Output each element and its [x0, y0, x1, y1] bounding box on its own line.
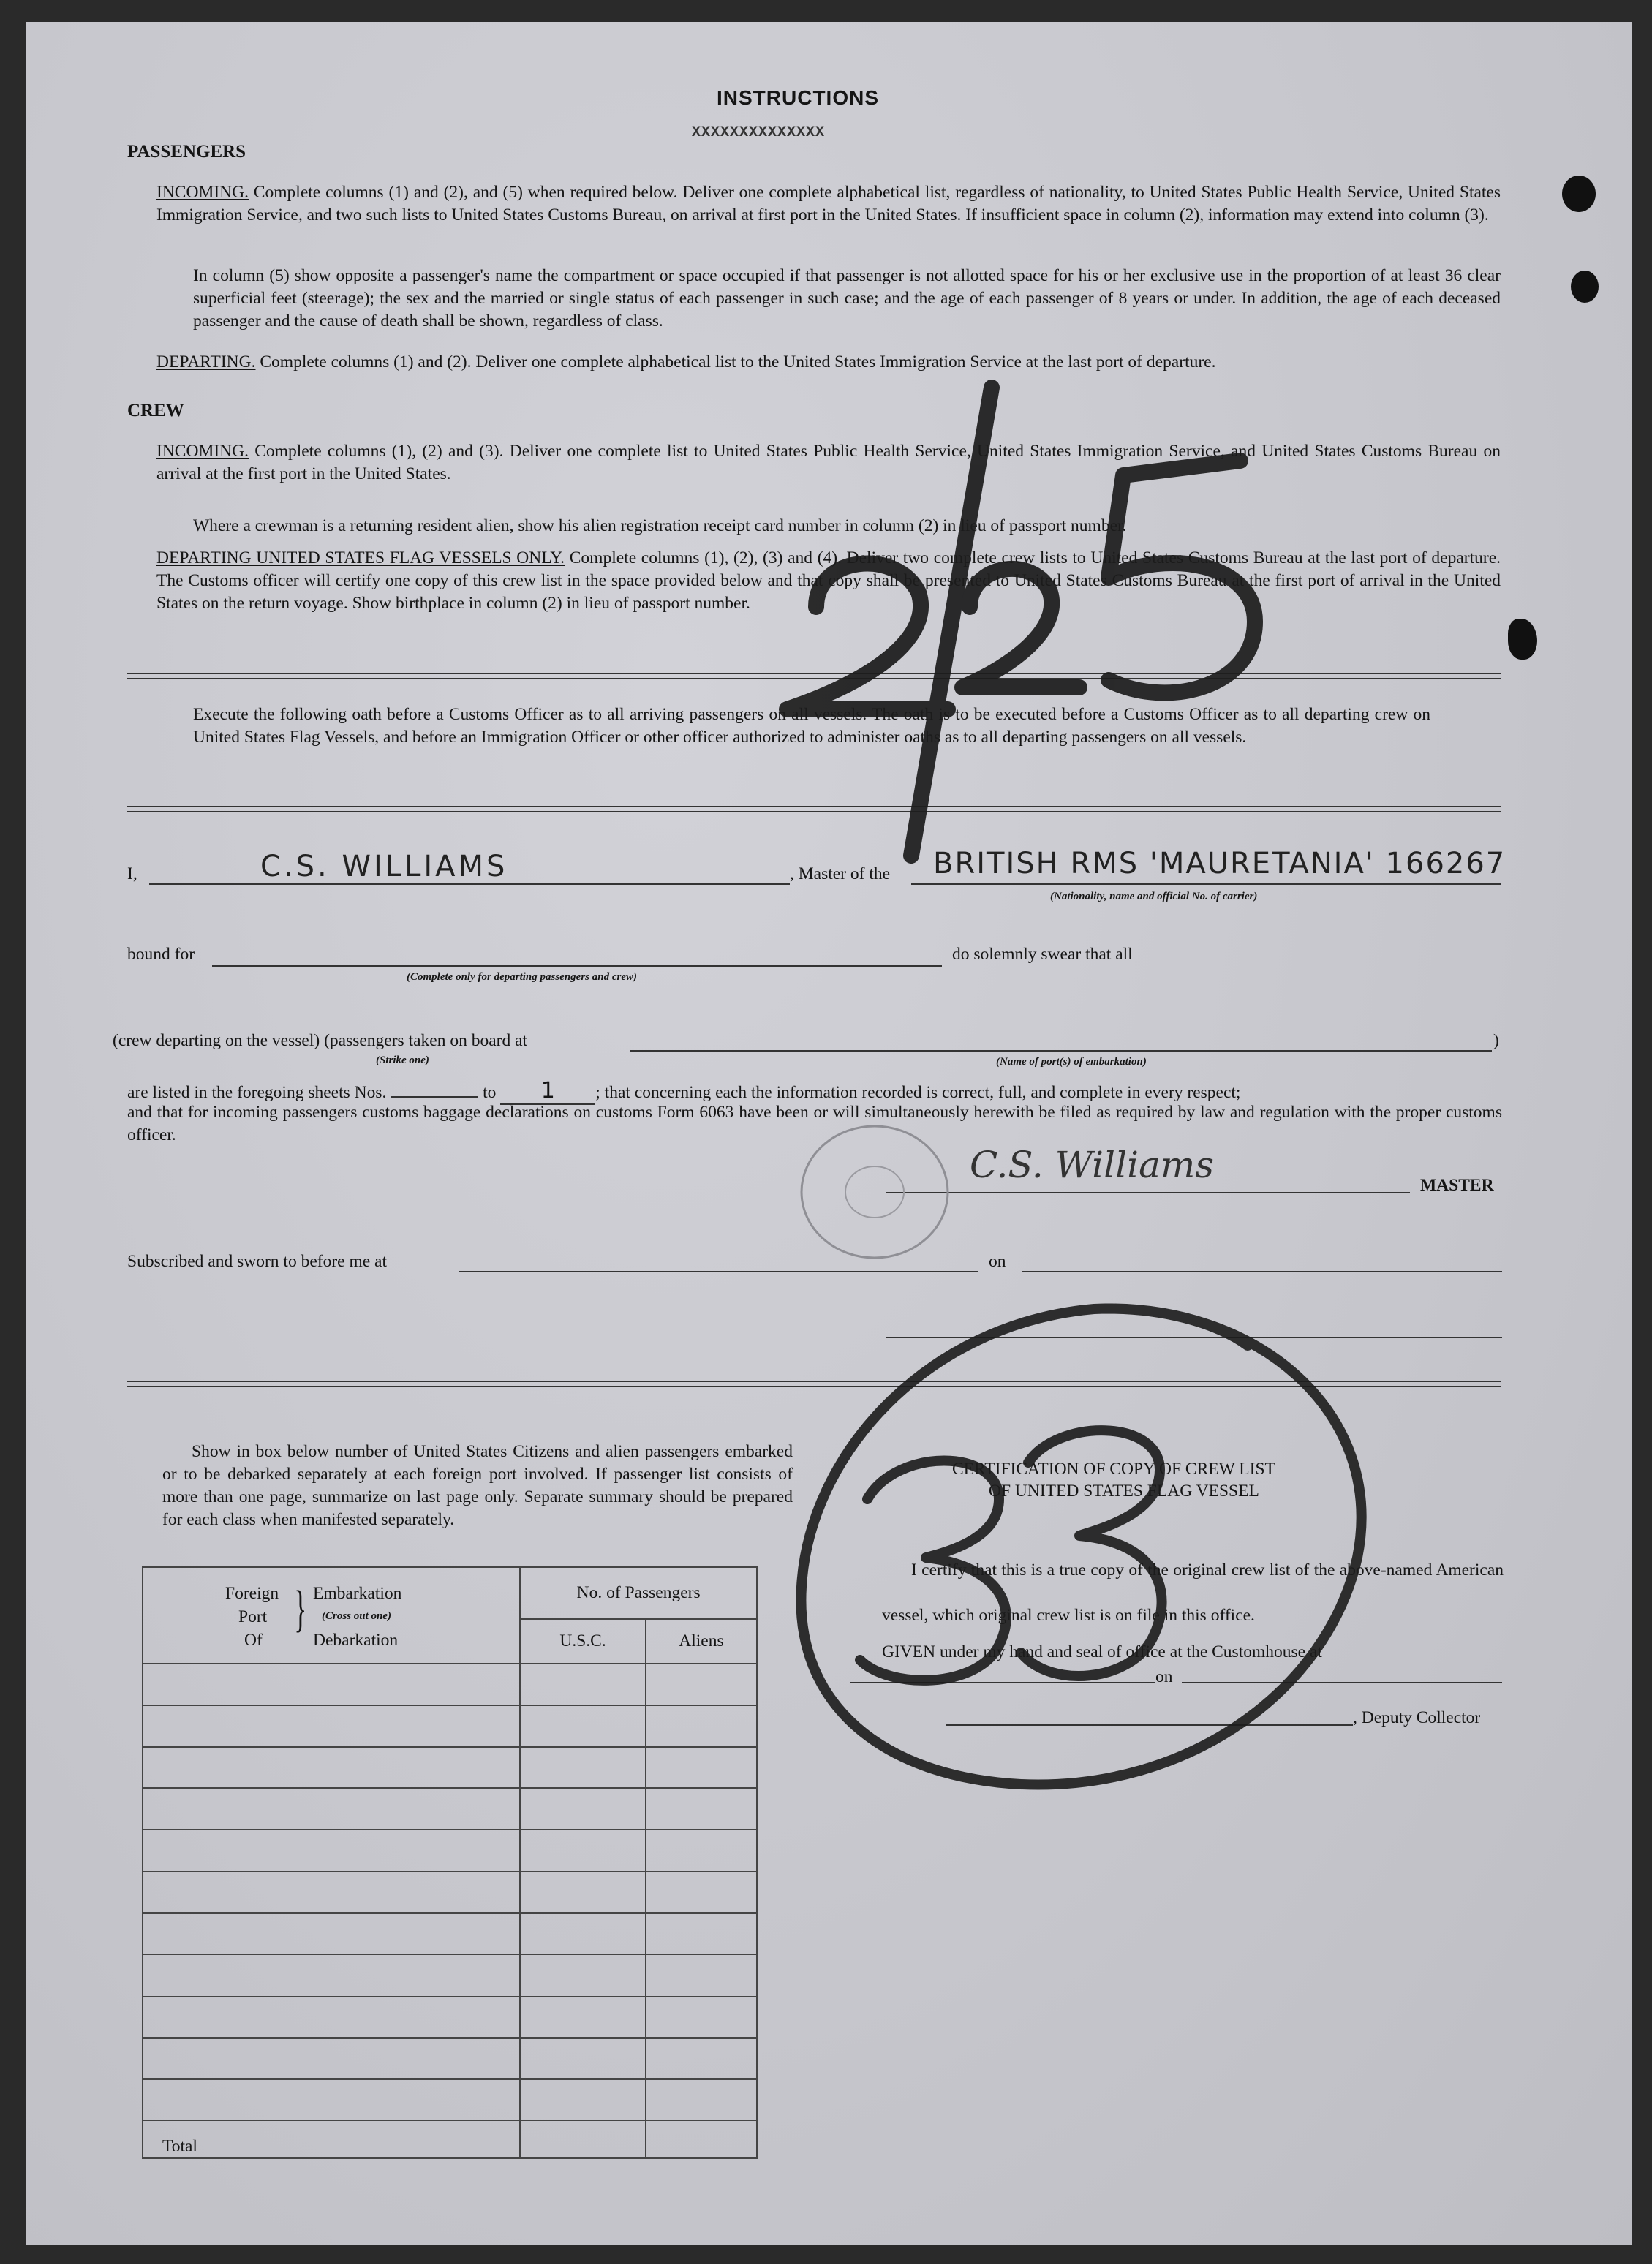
- col-no-passengers: No. of Passengers: [576, 1583, 701, 1603]
- subscribed-date-line: [1022, 1271, 1502, 1272]
- deputy-collector-label: , Deputy Collector: [1353, 1708, 1481, 1727]
- table-row: [143, 1913, 757, 1955]
- master-signature-line: [886, 1192, 1410, 1193]
- table-row: [143, 1955, 757, 1996]
- solemnly-swear-text: do solemnly swear that all: [952, 945, 1133, 964]
- grease-pencil-annotation: [728, 344, 1328, 870]
- strike-one-caption: (Strike one): [376, 1054, 429, 1066]
- col-foreign: Foreign: [225, 1584, 279, 1603]
- vessel-caption: (Nationality, name and official No. of carrier): [1050, 891, 1258, 902]
- table-row: [143, 1788, 757, 1830]
- crew-crewman-paragraph: Where a crewman is a returning resident alien, show his alien registration receipt card number in column (2) in lieu of passport number.: [193, 516, 1127, 535]
- passengers-incoming-text: Complete columns (1) and (2), and (5) when required below. Deliver one complete alphabetical list, regardless of nationality, to United States Public Health Service, United States Immigration Service, and two such lists to United States Customs Bureau, on arrival at first port in the United States. If insufficient space in column (2), information may extend into column (3).: [156, 183, 1501, 224]
- table-row: [143, 2079, 757, 2121]
- master-name-line: [149, 883, 790, 885]
- certification-on-label: on: [1155, 1667, 1173, 1686]
- bound-for-line: [212, 965, 942, 967]
- col-debarkation: Debarkation: [313, 1631, 399, 1650]
- certification-text: I certify that this is a true copy of the original crew list of the above-named American vessel, which original crew list is on file in this office.: [882, 1561, 1504, 1625]
- col-usc: U.S.C.: [559, 1631, 606, 1650]
- crew-incoming-label: INCOMING.: [156, 442, 249, 461]
- passengers-incoming-paragraph: [156, 181, 1501, 227]
- port-header-cell: [143, 1567, 520, 1664]
- ink-blot: [1508, 619, 1537, 660]
- crew-departing-text: Complete columns (1), (2), (3) and (4). Deliver two complete crew lists to United States Customs Bureau at the last port of departure. The Customs officer will certify one copy of this crew list in the space provided below and that copy shall be presented to United States Customs Bureau at the first port of arrival in the United States on the return voyage. Show birthplace in column (2) in lieu of passport number.: [156, 548, 1501, 613]
- table-row: [143, 1747, 757, 1789]
- col-brace: }: [294, 1581, 307, 1637]
- no-passengers-header-cell: [520, 1567, 757, 1619]
- table-row: [143, 1830, 757, 1871]
- document-page: [26, 22, 1632, 2245]
- aliens-header-cell: [646, 1619, 757, 1664]
- certification-title-2: OF UNITED STATES FLAG VESSEL: [989, 1482, 1259, 1501]
- crew-departing-label: DEPARTING UNITED STATES FLAG VESSELS ONLY.: [156, 548, 565, 567]
- col-of: Of: [244, 1631, 263, 1650]
- certification-title-1: CERTIFICATION OF COPY OF CREW LIST: [952, 1460, 1275, 1479]
- col-embarkation: Embarkation: [313, 1584, 402, 1603]
- passengers-column5-paragraph: In column (5) show opposite a passenger's name the compartment or space occupied if that passenger is not allotted space for his or her exclusive use in the proportion of at least 36 clear superficial feet (steerage); the sex and the married or single status of each passenger in such case; and the age of each passenger of 8 years or under. In addition, the age of each deceased passenger and the cause of death shall be shown, regardless of class.: [193, 266, 1501, 331]
- passengers-departing-text: Complete columns (1) and (2). Deliver one complete alphabetical list to the United States Immigration Service at the last port of departure.: [260, 352, 1216, 371]
- oath-i-label: I,: [127, 864, 137, 883]
- passengers-departing-label: DEPARTING.: [156, 352, 256, 371]
- subscribed-label: Subscribed and sworn to before me at: [127, 1252, 388, 1271]
- summary-instructions: Show in box below number of United States Citizens and alien passengers embarked or to be debarked separately at each foreign port involved. If passenger list consists of more than one page, summarize on last page only. Separate summary should be prepared for each class when manifested separately.: [162, 1442, 793, 1529]
- usc-header-cell: [520, 1619, 646, 1664]
- passenger-summary-table: [142, 1566, 758, 2159]
- vessel-line: [911, 883, 1501, 885]
- passengers-heading: PASSENGERS: [127, 142, 246, 162]
- crew-departing-text: (crew departing on the vessel) (passengers taken on board at: [113, 1031, 528, 1050]
- oath-intro-paragraph: Execute the following oath before a Customs Officer as to all arriving passengers on all vessels. The oath is to be executed before a Customs Officer as to all departing crew on United States Flag Vessels, and before an Immigration Officer or other officer authorized to administer oaths as to all departing passengers on all vessels.: [193, 705, 1430, 747]
- table-row: [143, 1705, 757, 1747]
- table-row: [143, 2038, 757, 2080]
- total-label: Total: [162, 2137, 197, 2156]
- table-row: [143, 1871, 757, 1913]
- vessel-handwritten: BRITISH RMS 'MAURETANIA' 166267: [933, 847, 1506, 880]
- embarkation-ports-caption: (Name of port(s) of embarkation): [996, 1056, 1147, 1068]
- ink-blot: [1562, 176, 1596, 212]
- circled-33-annotation: [780, 1280, 1438, 1806]
- customs-stamp-imprint: [787, 1112, 962, 1272]
- sheets-rest: ; that concerning each the information recorded is correct, full, and complete in every respect;: [595, 1083, 1241, 1102]
- passengers-incoming-label: INCOMING.: [156, 183, 249, 202]
- master-of-the-label: , Master of the: [790, 864, 891, 883]
- master-label: MASTER: [1420, 1176, 1494, 1195]
- crew-heading: CREW: [127, 401, 184, 420]
- embarkation-close-paren: ): [1493, 1031, 1499, 1050]
- col-aliens: Aliens: [679, 1631, 724, 1650]
- embarkation-ports-line: [630, 1050, 1492, 1052]
- document-title: INSTRUCTIONS: [717, 86, 879, 109]
- total-row: [143, 2121, 757, 2158]
- baggage-paragraph: and that for incoming passengers customs baggage declarations on customs Form 6063 have been or will simultaneously herewith be filed as required by law and regulation with the proper customs officer.: [127, 1103, 1502, 1144]
- col-port: Port: [238, 1607, 268, 1626]
- bound-for-caption: (Complete only for departing passengers and crew): [407, 971, 637, 983]
- table-row: [143, 1664, 757, 1705]
- subscribed-on-label: on: [989, 1252, 1006, 1271]
- bound-for-label: bound for: [127, 945, 195, 964]
- col-cross-out: (Cross out one): [322, 1610, 392, 1622]
- crew-incoming-text: Complete columns (1), (2) and (3). Deliver one complete list to United States Public Health Service, United States Immigration Service, and United States Customs Bureau on arrival at the first port in the United States.: [156, 442, 1501, 483]
- sheets-prefix: are listed in the foregoing sheets Nos.: [127, 1083, 387, 1102]
- master-signature: C.S. Williams: [970, 1144, 1214, 1186]
- table-row: [143, 1996, 757, 2038]
- sheets-to-value: 1: [500, 1078, 595, 1105]
- master-name-handwritten: C.S. WILLIAMS: [260, 850, 508, 883]
- ink-blot: [1571, 271, 1599, 303]
- certification-given: GIVEN under my hand and seal of office at the Customhouse at: [882, 1642, 1322, 1661]
- sheets-to-label: to: [483, 1083, 497, 1102]
- stamp-xmarks: XXXXXXXXXXXXXX: [692, 124, 826, 141]
